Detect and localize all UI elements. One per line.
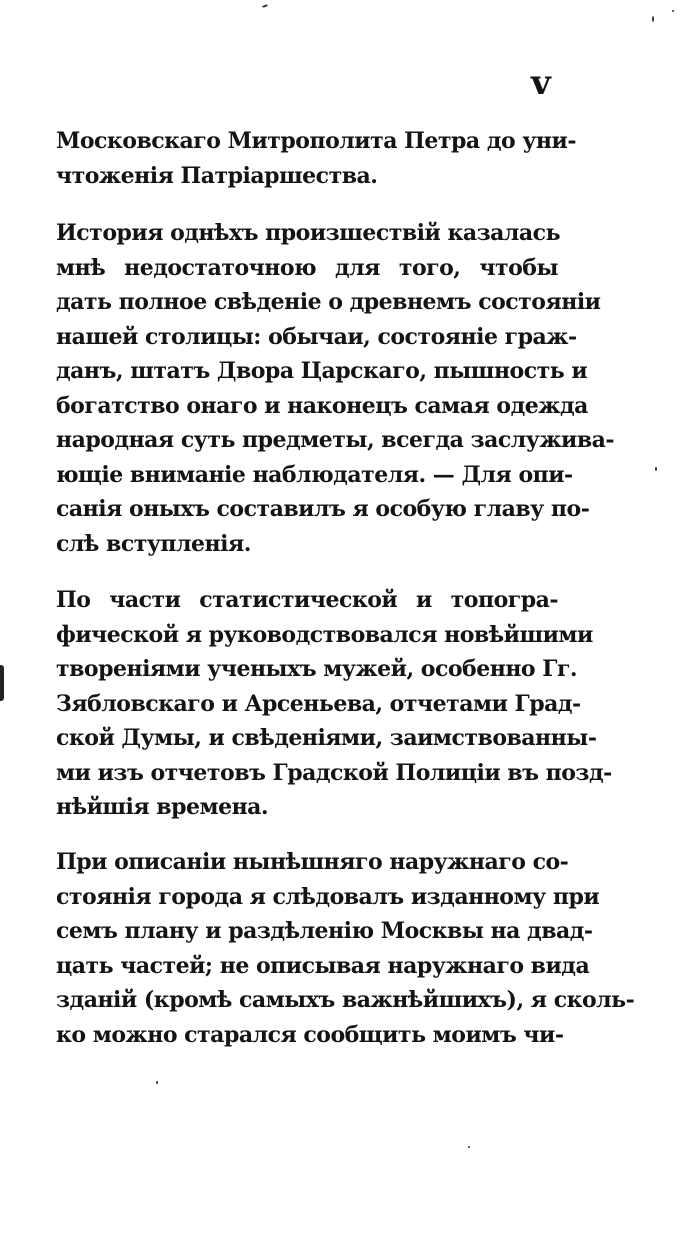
scan-speck xyxy=(262,4,268,8)
text-line: цать частей; не описывая наружнаго вида xyxy=(56,952,590,979)
text-line: богатство онаго и наконецъ самая одежда xyxy=(56,392,588,419)
text-line: санія оныхъ составилъ я особую главу по- xyxy=(56,496,590,522)
text-line: чтоженія Патріаршества. xyxy=(56,162,378,189)
text-line: ющіе вниманіе наблюдателя. — Для опи- xyxy=(56,461,573,488)
text-line: Московскаго Митрополита Петра до уни- xyxy=(56,128,576,154)
text-line: ми изъ отчетовъ Градской Полиціи въ позд- xyxy=(56,759,612,786)
text-line: ко можно старался сообщить моимъ чи- xyxy=(56,1021,564,1048)
text-line: История однѣхъ произшествій казалась xyxy=(56,220,560,246)
scan-speck xyxy=(655,467,657,471)
scan-speck xyxy=(156,1081,158,1084)
text-line: народная суть предметы, всегда заслужива- xyxy=(56,427,615,453)
text-line: нѣйшія времена. xyxy=(56,794,269,820)
text-line: фической я руководствовался новѣйшими xyxy=(56,621,593,648)
paragraph-2 xyxy=(56,216,615,561)
text-line: семъ плану и раздѣленію Москвы на двад- xyxy=(56,918,593,944)
text-line: твореніями ученыхъ мужей, особенно Гг. xyxy=(56,656,578,682)
text-line: Зябловскаго и Арсеньева, отчетами Град- xyxy=(56,690,581,717)
page-number: v xyxy=(531,63,551,103)
scan-speck xyxy=(672,10,674,12)
scan-speck xyxy=(468,1146,470,1148)
paragraph-1 xyxy=(56,124,576,193)
scan-speck xyxy=(652,16,654,22)
text-line: При описаніи нынѣшняго наружнаго со- xyxy=(56,849,569,875)
paragraph-3 xyxy=(56,583,612,825)
text-line: зданій (кромѣ самыхъ важнѣйшихъ), я сколь- xyxy=(56,987,635,1013)
text-line: данъ, штатъ Двора Царскаго, пышность и xyxy=(56,358,588,384)
text-line: По части статистической и топогра- xyxy=(56,587,558,613)
text-line: ской Думы, и свѣденіями, заимствованны- xyxy=(56,725,597,751)
text-line: слѣ вступленія. xyxy=(56,530,251,557)
text-line: дать полное свѣденіе о древнемъ состояніи xyxy=(56,289,601,315)
text-line: стоянія города я слѣдовалъ изданному при xyxy=(56,883,600,910)
text-line: нашей столицы: обычаи, состояніе граж- xyxy=(56,323,577,350)
paragraph-4 xyxy=(56,845,635,1052)
page-edge-mark xyxy=(0,665,4,701)
text-line: мнѣ недостаточною для того, чтобы xyxy=(56,254,558,281)
